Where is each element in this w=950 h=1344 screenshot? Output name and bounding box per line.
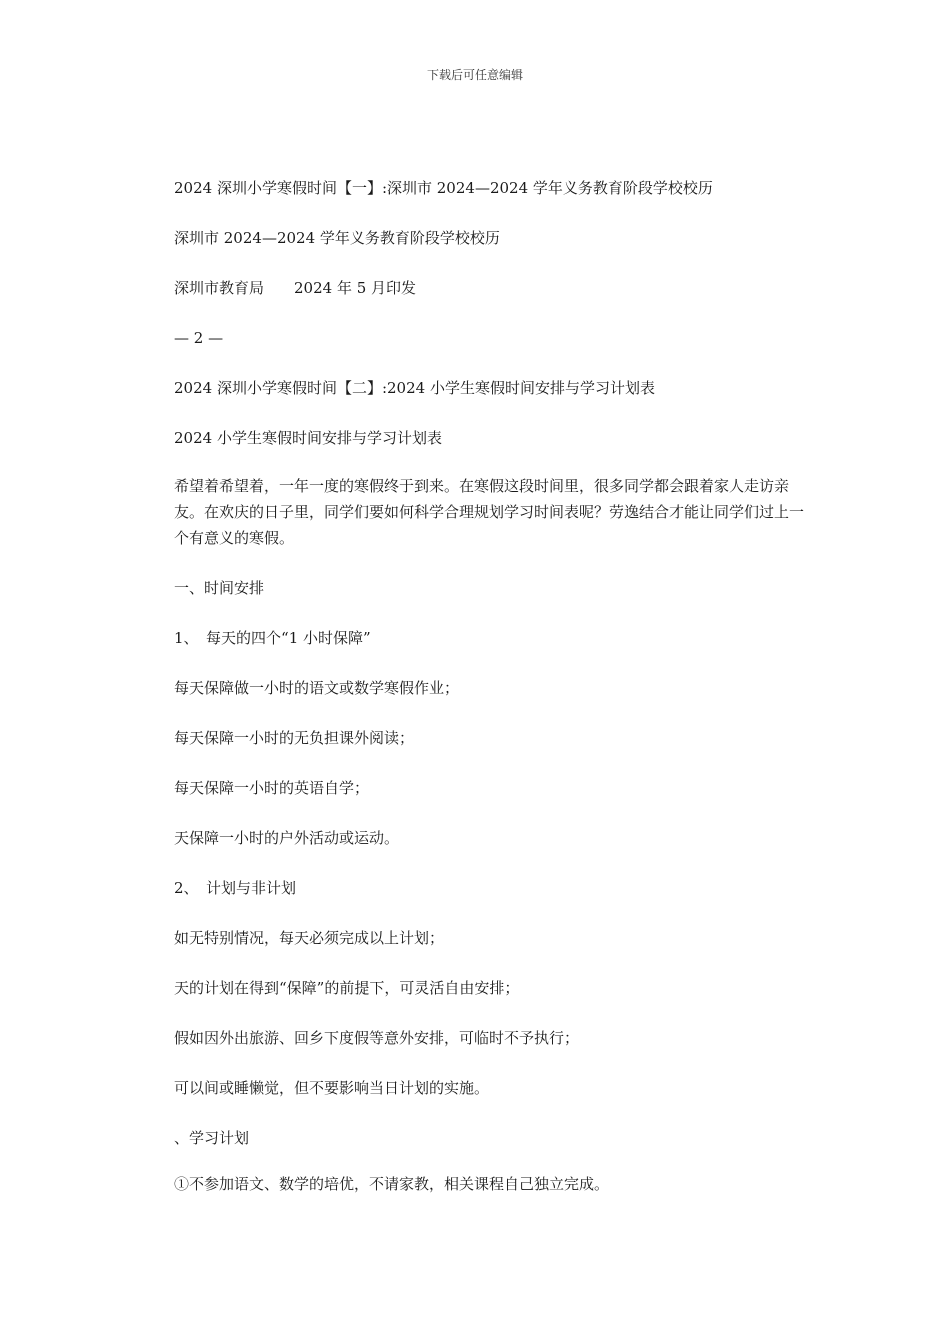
intro-text: 希望着希望着，一年一度的寒假终于到来。在寒假这段时间里，很多同学都会跟着家人走访亲友。在欢庆的日子里，同学们要如何科学合理规划学习时间表呢？劳逸结合才能让同学们过上一个有意义的寒假。 bbox=[174, 477, 805, 547]
item-plan-nonplan: 2、 计划与非计划 bbox=[174, 879, 297, 897]
intro-paragraph bbox=[174, 473, 814, 551]
section-time-arrangement: 一、时间安排 bbox=[174, 579, 265, 597]
item-sleep-in: 可以间或睡懒觉，但不要影响当日计划的实施。 bbox=[174, 1079, 490, 1097]
heading-part-one: 2024 深圳小学寒假时间【一】:深圳市 2024—2024 学年义务教育阶段学校校历 bbox=[174, 179, 713, 197]
page-number: — 2 — bbox=[174, 329, 224, 347]
item-outdoor: 天保障一小时的户外活动或运动。 bbox=[174, 829, 400, 847]
item-no-tutoring: ①不参加语文、数学的培优，不请家教，相关课程自己独立完成。 bbox=[174, 1175, 610, 1193]
calendar-title: 深圳市 2024—2024 学年义务教育阶段学校校历 bbox=[174, 229, 500, 247]
item-flexible: 天的计划在得到“保障”的前提下，可灵活自由安排； bbox=[174, 979, 520, 997]
item-homework: 每天保障做一小时的语文或数学寒假作业； bbox=[174, 679, 460, 697]
item-reading: 每天保障一小时的无负担课外阅读； bbox=[174, 729, 415, 747]
heading-part-two: 2024 深圳小学寒假时间【二】:2024 小学生寒假时间安排与学习计划表 bbox=[174, 379, 655, 397]
issuer-line: 深圳市教育局 2024 年 5 月印发 bbox=[174, 279, 417, 297]
item-english: 每天保障一小时的英语自学； bbox=[174, 779, 370, 797]
item-complete-plan: 如无特别情况，每天必须完成以上计划； bbox=[174, 929, 445, 947]
plan-title: 2024 小学生寒假时间安排与学习计划表 bbox=[174, 429, 442, 447]
item-travel: 假如因外出旅游、回乡下度假等意外安排，可临时不予执行； bbox=[174, 1029, 580, 1047]
item-four-hours: 1、 每天的四个“1 小时保障” bbox=[174, 629, 371, 647]
section-study-plan: 、学习计划 bbox=[174, 1129, 250, 1147]
page-header: 下载后可任意编辑 bbox=[426, 68, 523, 82]
